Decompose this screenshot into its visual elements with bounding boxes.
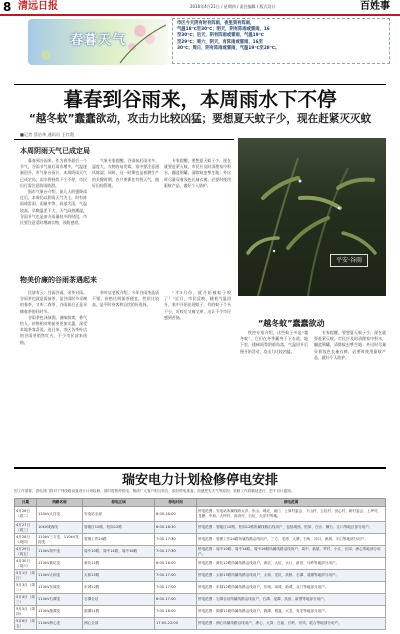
table-cell-scope: 停电范围：石潭全站所属线路沿线用户，石潭、浸潭、高田、新围等地部分用户。 <box>197 594 386 606</box>
table-cell-date: 5月1日（周日） <box>16 570 35 580</box>
table-cell-line: 10kV城西线 <box>37 522 83 534</box>
table-cell-area: 周中10路、周中14路、周中16路 <box>83 546 155 558</box>
weather-banner <box>28 19 168 65</box>
divider <box>14 467 386 469</box>
article-body <box>20 290 87 460</box>
column-header: 停电时间 <box>155 499 197 507</box>
forecast-line: 至29℃；周六，阴天，有阵雨或雷雨，16至 <box>177 39 263 45</box>
table-cell-scope: 停电范围：洲心所属线路沿线用户，洲心、大岗、白庙、长岭、东风、联合等地部分用户。 <box>197 618 386 630</box>
section-heading: 本周阴雨天气已成定局 <box>20 147 90 155</box>
table-cell-date: 4月27日（周三） <box>15 522 37 534</box>
weather-banner-title: 春暮天气 <box>69 33 126 48</box>
table-cell-line: 110kV三方变、110kV龙湾变 <box>37 534 83 546</box>
forecast-line: 市区今天阴有时有阵雨，夜里到有阵雨， <box>177 21 255 26</box>
paragraph: 专家提醒，要想夏天蚊子少，现在就要赶紧灭蚊。市民应及时清理家中积水，翻盆倒罐，清除蚊虫孳生地；外出时尽量穿着浅色长袖衣裤，必要时使用驱蚊产品，做好个人防护。 <box>164 158 231 188</box>
byline: ■记者 蔡治华 通讯员 王红霞 <box>20 132 75 137</box>
outage-note: 因工作需要，供电部门将对下列线路设备进行计划检修，届时将暂停供电，敬请广大客户相互转告，做好停电准备。如遇恶劣天气等原因，检修工作将顺延进行，恕不另行通知。 <box>14 489 295 493</box>
paragraph: 茶叶店老板介绍，今年谷雨茶品质不错，价格比明前茶便宜，性价比较高，是平时待客和自饮的好选择。 <box>92 290 159 308</box>
table-row <box>15 570 386 582</box>
table-cell-time: 6:00-17:00 <box>155 594 197 606</box>
section-heading: “越冬蚊”蠢蠢欲动 <box>258 319 325 328</box>
paragraph: 疾控专家介绍，这些蚊子多是“越冬蚊”，它们在冬季藏身于下水道、地下室、楼梯间等阴暗角落，气温回升后便开始活动，攻击力比较凶猛。 <box>240 330 308 354</box>
article-body <box>164 290 231 460</box>
table-cell-date: 5月3日（周二） <box>16 582 35 592</box>
table-cell-area: 黄坑12路 <box>83 558 155 570</box>
table-cell-line: 110kV太和变 <box>37 570 83 582</box>
paragraph: 气象专家提醒，谷雨前后雨水多、湿度大，衣物容易发霉，家中要注意通风除湿；同时，这一时期也是春耕生产的关键时期，农户要抓住有利天气，做好田间管理。 <box>92 158 159 188</box>
outage-table-body <box>15 507 386 630</box>
table-cell-time: 17:00-22:00 <box>155 618 197 630</box>
divider <box>14 139 234 140</box>
table-cell-time: 7:00-17:00 <box>155 570 197 582</box>
photo-caption: 平安·谷雨 <box>330 254 368 267</box>
table-cell-date: 5月5日（周四） <box>16 606 35 616</box>
table-row <box>15 606 386 618</box>
article-body <box>164 158 231 264</box>
table-cell-area: 安电站全部 <box>83 507 155 522</box>
table-cell-date: 4月30日（周六） <box>15 558 37 570</box>
paragraph: 民谚有云：谷雨谷雨，采茶对雨。谷雨茶也就是雨前茶，是谷雨时节采制的春茶，又叫二春茶，谷雨前后正是采摘春茶的好时节。 <box>20 290 87 314</box>
table-cell-area: 源潭11路 <box>83 606 155 618</box>
table-cell-time: 6:00-16:00 <box>155 558 197 570</box>
table-cell-area: 管辖区10路、松岗12路 <box>83 522 155 534</box>
page-number: 8 <box>3 0 12 14</box>
column-header: 停电区域 <box>83 499 155 507</box>
article-body <box>314 330 386 460</box>
table-row <box>15 618 386 630</box>
table-cell-scope: 停电范围：太和15路所属线路沿线用户，太和、龙坑、高桥、石潭、清湖等地部分用户。 <box>197 570 386 582</box>
column-header: 停电范围 <box>197 499 386 507</box>
table-cell-line: 110kV石潭变 <box>37 594 83 606</box>
weather-forecast <box>172 18 390 64</box>
section-heading: 物美价廉的谷雨茶遇起来 <box>20 276 97 284</box>
table-header-row <box>15 499 386 507</box>
table-row <box>15 594 386 606</box>
table-cell-time: 7:00-17:00 <box>155 582 197 594</box>
table-cell-scope: 停电范围：周中10路、周中14路、周中16路所属线路沿线用户，周中、新屋、罗村、小江、长岗、洲心等地部分用户。 <box>197 546 386 558</box>
section-name: 百姓事 <box>360 1 390 12</box>
table-cell-area: 太和15路 <box>83 570 155 582</box>
bamboo-photo <box>238 138 386 296</box>
table-cell-scope: 停电范围：安电站所属线路大洋、东山、城北、南门、上岗村委会、下山村、云坑村、田心村、新村委会、上坪村、龙塘、中和、大坪村、高田村、石坑、大洋村等地。 <box>197 507 386 522</box>
article-body <box>240 330 308 460</box>
table-cell-scope: 停电范围：源潭11路所属线路沿线用户，源潭、银盏、大龙、青龙等地部分用户。 <box>197 606 386 618</box>
article-body <box>92 158 159 264</box>
paragraph: 谷雨茶色泽绿润，滋味鲜爽，香气怡人，价格相对明前茶更加实惠，深受本地茶客喜爱。连日来，市区各茶叶店的谷雨茶销售红火，不少市民前来选购。 <box>20 314 87 345</box>
table-cell-time: 6:00-16:00 <box>155 507 197 522</box>
table-row <box>15 522 386 534</box>
column-header: 线路名称 <box>37 499 83 507</box>
table-cell-date: 5月4日（周三） <box>16 594 35 604</box>
table-cell-time: 7:00-17:30 <box>155 534 197 546</box>
table-cell-time: 7:00-18:00 <box>155 606 197 618</box>
table-cell-scope: 停电范围：管辖区10路、松岗12路所属线路沿线用户，包括城西、松岗、白沙、横石、江口等地区部分用户。 <box>197 522 386 534</box>
table-cell-line: 110kV洲心变 <box>37 618 83 630</box>
table-cell-time: 6:00-16:30 <box>155 522 197 534</box>
bamboo-leaves-icon <box>238 138 386 296</box>
forecast-line: 气温18℃至30℃；明天，阴有阵雨或雷雨，16 <box>177 27 270 33</box>
subheadline: “越冬蚊”蠢蠢欲动，攻击力比较凶猛；要想夏天蚊子少，现在赶紧灭灭蚊 <box>28 113 372 125</box>
masthead-date: 2016年4月21日 / 星期四 / 责任编辑 / 版式设计 <box>190 4 276 9</box>
table-cell-date: 4月29日（周五） <box>15 546 37 558</box>
table-row <box>15 558 386 570</box>
table-cell-time: 7:00-17:30 <box>155 546 197 558</box>
table-cell-line: 110kV周中变 <box>37 546 83 558</box>
table-cell-scope: 停电范围：东城12路所属线路沿线用户，东城、凤城、新城、北门等地部分用户。 <box>197 582 386 594</box>
table-row <box>15 582 386 594</box>
divider <box>14 84 386 85</box>
paragraph: 据市气象台介绍，前几天的强降雨过后，本周仍以阴雨天气为主，时有阵雨或雷雨，雨量中等，局部大雨，气温较高，早晚温差不大，天气闷热潮湿，谷雨节气也是南方雨量较多的时段，市民要注意适时增减衣物，预防感冒。 <box>20 189 87 226</box>
outage-table <box>14 498 386 630</box>
table-row <box>15 507 386 522</box>
table-cell-area: 洲心全部 <box>83 618 155 630</box>
article-body <box>92 290 159 460</box>
table-cell-area: 管理工作24路 <box>83 534 155 546</box>
table-cell-scope: 停电范围：管理工作24路所属线路沿线用户，三方、龙湾、大塘、石角、冲口、黄洞、平山等地部分用户。 <box>197 534 386 546</box>
table-cell-date: 4月28日（周四） <box>15 534 37 546</box>
table-row <box>15 534 386 546</box>
table-cell-line: 110kV源潭变 <box>37 606 83 618</box>
table-cell-date: 5月6日（周五） <box>16 618 35 628</box>
paragraph: “才3月份，就开始被蚊子咬了！”近日，市民反映，随着气温回升，家中开始出现蚊子，有的蚊子个头不小，叮咬后又痛又痒，这让不少市民感到苦恼。 <box>164 290 231 320</box>
table-cell-area: 东城12路 <box>83 582 155 594</box>
table-cell-area: 石潭全站 <box>83 594 155 606</box>
paragraph: 专家提醒，要想夏天蚊子少，现在就要赶紧灭蚊。市民应及时清理家中积水，翻盆倒罐，清除蚊虫孳生地；外出时尽量穿着浅色长袖衣裤，必要时使用驱蚊产品，做好个人防护。 <box>314 330 386 360</box>
table-cell-line: 110kV大洋变 <box>37 507 83 522</box>
table-cell-date: 4月26日（周二） <box>15 507 37 522</box>
article-body <box>20 158 87 264</box>
headline: 暮春到谷雨来，本周雨水下不停 <box>63 88 337 111</box>
paper-name: 清远日报 <box>18 1 58 12</box>
forecast-line: 30℃；周日，阴有阵雨或雷雨，气温19℃至28℃。 <box>177 45 280 51</box>
table-cell-line: 110kV东城变 <box>37 582 83 594</box>
table-cell-line: 110kV黄坑变 <box>37 558 83 570</box>
forecast-line: 至30℃；后天，阴有阵雨或雷雨，气温19℃ <box>177 33 264 39</box>
table-row <box>15 546 386 558</box>
paragraph: 暮春到谷雨来，作为春季最后一个节气，谷雨节气前后雨水增多，气温逐渐回升，市气象台预计，本周阴雨天气已成定局，雨水将持续下个不停，市民出行需注意防雨防滑。 <box>20 158 87 188</box>
outage-title: 瑞安电力计划检修停电安排 <box>121 473 278 488</box>
column-header: 日期 <box>15 499 37 507</box>
table-cell-scope: 停电范围：黄坑12路所属线路沿线用户，黄坑、大坑、水口、新田、马岭等地部分用户。 <box>197 558 386 570</box>
